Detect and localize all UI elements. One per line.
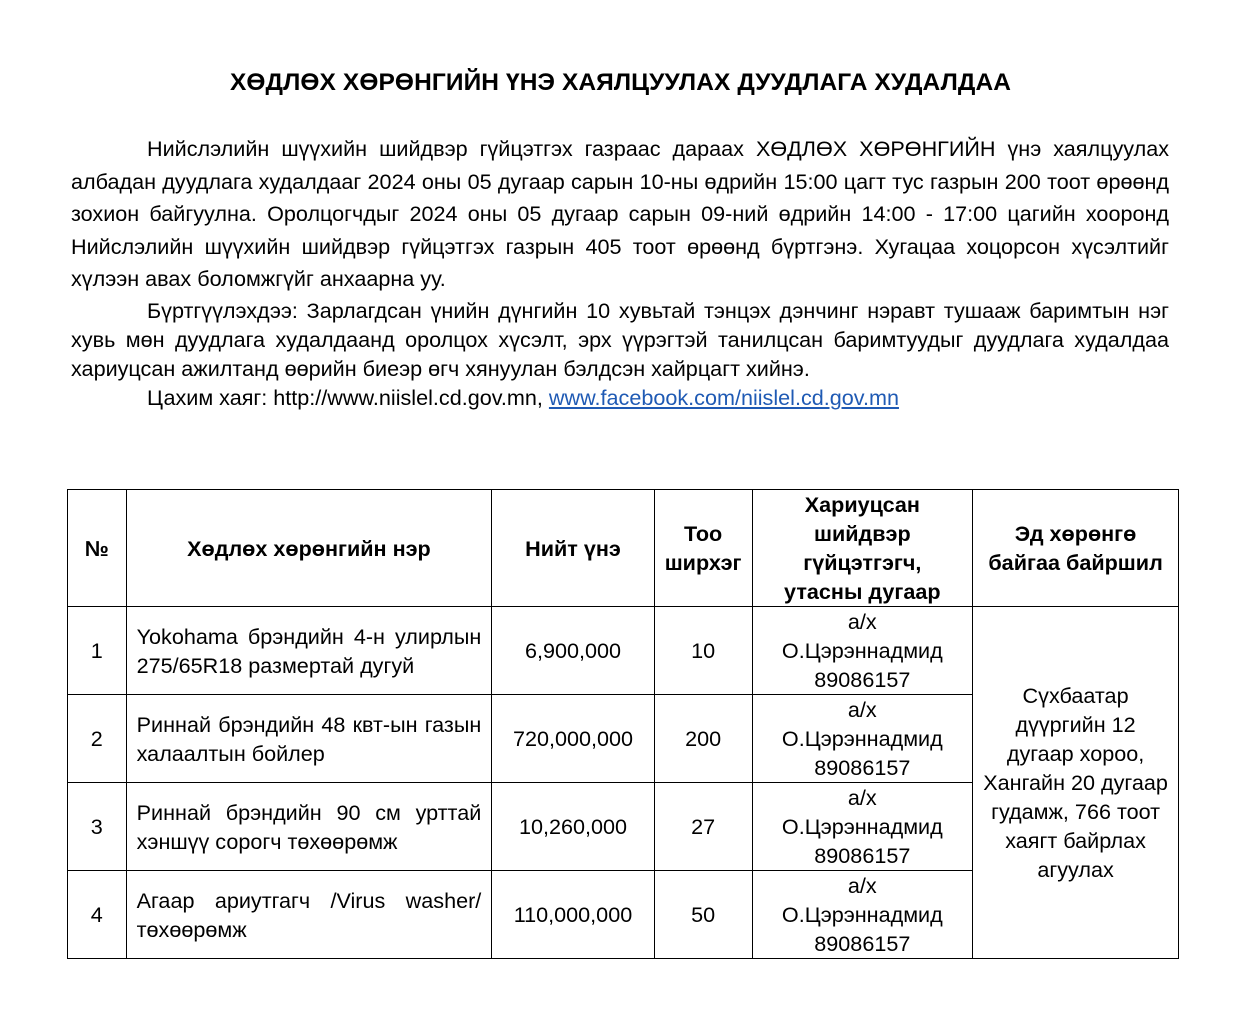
row-number: 1 [68, 607, 127, 695]
announcement-text [71, 133, 1169, 413]
table-row [68, 607, 1179, 695]
quantity: 10 [654, 607, 752, 695]
officer-name: О.Цэрэннадмид [781, 814, 943, 839]
quantity: 200 [654, 695, 752, 783]
table-header-row [68, 490, 1179, 607]
asset-name: Риннай брэндийн 48 квт-ын газын халаалтын бойлер [126, 695, 492, 783]
officer-phone: 89086157 [814, 755, 911, 780]
row-number: 4 [68, 871, 127, 959]
officer-phone: 89086157 [814, 931, 911, 956]
asset-name: Yokohama брэндийн 4-н улирлын 275/65R18 размертай дугуй [126, 607, 492, 695]
officer-title: а/х [847, 785, 877, 810]
officer-phone: 89086157 [814, 667, 911, 692]
header-asset-name: Хөдлөх хөрөнгийн нэр [126, 490, 492, 607]
officer-title: а/х [847, 873, 877, 898]
row-number: 3 [68, 783, 127, 871]
officer-name: О.Цэрэннадмид [781, 902, 943, 927]
header-asset-location: Эд хөрөнгө байгаа байршил [973, 490, 1179, 607]
officer-name: О.Цэрэннадмид [781, 726, 943, 751]
quantity: 50 [654, 871, 752, 959]
officer-phone: 89086157 [814, 843, 911, 868]
facebook-link[interactable]: www.facebook.com/niislel.cd.gov.mn [548, 385, 899, 411]
asset-name: Агаар ариутгагч /Virus washer/ төхөөрөмж [126, 871, 492, 959]
total-price: 720,000,000 [492, 695, 654, 783]
web-address-label: Цахим хаяг: http://www.niislel.cd.gov.mn, [147, 385, 549, 411]
document-title: ХӨДЛӨХ ХӨРӨНГИЙН ҮНЭ ХАЯЛЦУУЛАХ ДУУДЛАГА ХУДАЛДАА [229, 69, 1012, 96]
asset-location: Сүхбаатар дүүргийн 12 дугаар хороо, Хангайн 20 дугаар гудамж, 766 тоот хаягт байрлах агуулах [973, 607, 1179, 959]
lots-table [67, 489, 1179, 959]
officer-title: а/х [847, 609, 877, 634]
responsible-officer [752, 871, 973, 959]
total-price: 10,260,000 [492, 783, 654, 871]
paragraph-auction-details: Нийслэлийн шүүхийн шийдвэр гүйцэтгэх газраас дараах ХӨДЛӨХ ХӨРӨНГИЙН үнэ хаялцуулах албадан дуудлага худалдааг 2024 оны 05 дугаар сарын 10-ны өдрийн 15:00 цагт тус газрын 200 тоот өрөөнд зохион байгуулна. Оролцогчдыг 2024 оны 05 дугаар сарын 09-ний өдрийн 14:00 - 17:00 цагийн хооронд Нийслэлийн шүүхийн шийдвэр гүйцэтгэх газрын 405 тоот өрөөнд бүртгэнэ. Хугацаа хоцорсон хүсэлтийг хүлээн авах боломжгүйг анхаарна уу. [71, 136, 1169, 291]
header-responsible-officer: Хариуцсан шийдвэр гүйцэтгэгч, утасны дугаар [752, 490, 973, 607]
responsible-officer [752, 607, 973, 695]
header-number: № [68, 490, 127, 607]
paragraph-web-address [71, 383, 1169, 413]
responsible-officer [752, 695, 973, 783]
asset-name: Риннай брэндийн 90 см урттай хэншүү сорогч төхөөрөмж [126, 783, 492, 871]
officer-name: О.Цэрэннадмид [781, 638, 943, 663]
total-price: 6,900,000 [492, 607, 654, 695]
paragraph-registration: Бүртгүүлэхдээ: Зарлагдсан үнийн дүнгийн 10 хувьтай тэнцэх дэнчинг нэравт тушааж баримтын нэг хувь мөн дуудлага худалдаанд оролцох хүсэлт, эрх үүрэгтэй танилцсан баримтуудыг дуудлага худалдаа хариуцсан ажилтанд өөрийн биеэр өгч хянуулан бэлдсэн хайрцагт хийнэ. [71, 297, 1169, 382]
header-total-price: Нийт үнэ [492, 490, 654, 607]
total-price: 110,000,000 [492, 871, 654, 959]
responsible-officer [752, 783, 973, 871]
quantity: 27 [654, 783, 752, 871]
officer-title: а/х [847, 697, 877, 722]
row-number: 2 [68, 695, 127, 783]
header-quantity: Тоо ширхэг [654, 490, 752, 607]
